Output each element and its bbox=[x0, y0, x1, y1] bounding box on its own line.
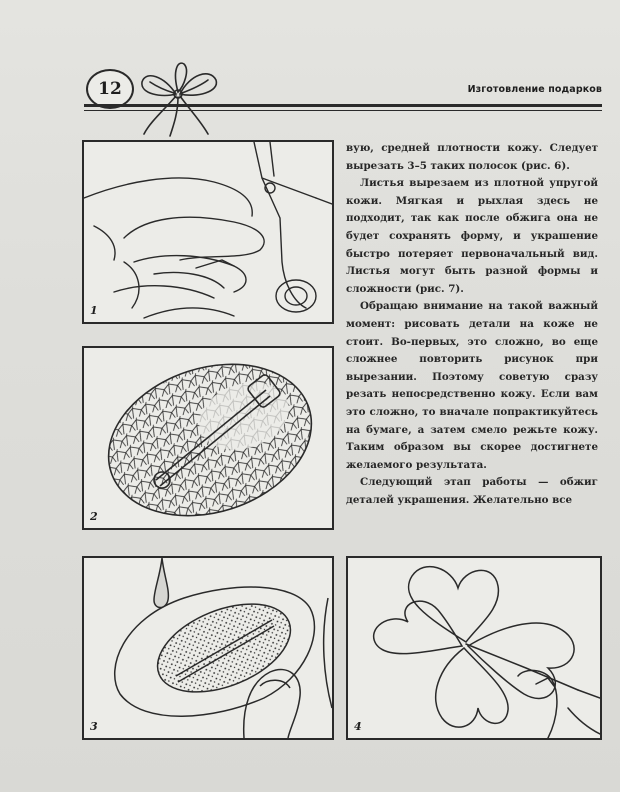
figure-label: 2 bbox=[90, 510, 98, 523]
paragraph: вую, средней плотности кожу. Следует вырезать 3–5 таких полосок (рис. 6). bbox=[346, 142, 598, 172]
figure-4-cutting-leaves bbox=[346, 556, 602, 740]
paragraph: Следующий этап работы — обжиг деталей украшения. Желательно все bbox=[346, 476, 598, 506]
paragraph: Обращаю внимание на такой важный момент: рисовать детали на коже не стоит. Во-первых, это сложно, во еще сложнее повторить рисунок при вырезании. Поэтому советую сразу резать непосредственно кожу. Если вам это сложно, то вначале попрактикуйтесь на бумаге, а затем смело режьте кожу. Таким образом вы скорее достигнете желаемого результата. bbox=[346, 300, 598, 471]
ribbon-bow-ornament bbox=[134, 56, 224, 138]
pin-glue-illustration bbox=[84, 558, 332, 738]
figure-label: 4 bbox=[354, 720, 362, 733]
figure-label: 3 bbox=[90, 720, 98, 733]
header-rule bbox=[84, 104, 602, 107]
header-rule-thin bbox=[84, 110, 602, 111]
figure-1-cutting-strip bbox=[82, 140, 334, 324]
page-number: 12 bbox=[86, 69, 134, 109]
figure-2-burned-leather bbox=[82, 346, 334, 530]
figure-3-attaching-pin bbox=[82, 556, 334, 740]
leather-brooch-illustration bbox=[84, 348, 332, 528]
body-text bbox=[346, 140, 598, 509]
running-head: Изготовление подарков bbox=[467, 84, 602, 95]
scissors-hand-illustration bbox=[84, 142, 332, 322]
figure-label: 1 bbox=[90, 304, 98, 317]
paragraph: Листья вырезаем из плотной упругой кожи. Мягкая и рыхлая здесь не подходит, так как после обжига она не будет сохранять форму, и украшение быстро потеряет первоначальный вид. Листья могут быть разной формы и сложности (рис. 7). bbox=[346, 177, 598, 295]
leaf-cutting-illustration bbox=[348, 558, 600, 738]
